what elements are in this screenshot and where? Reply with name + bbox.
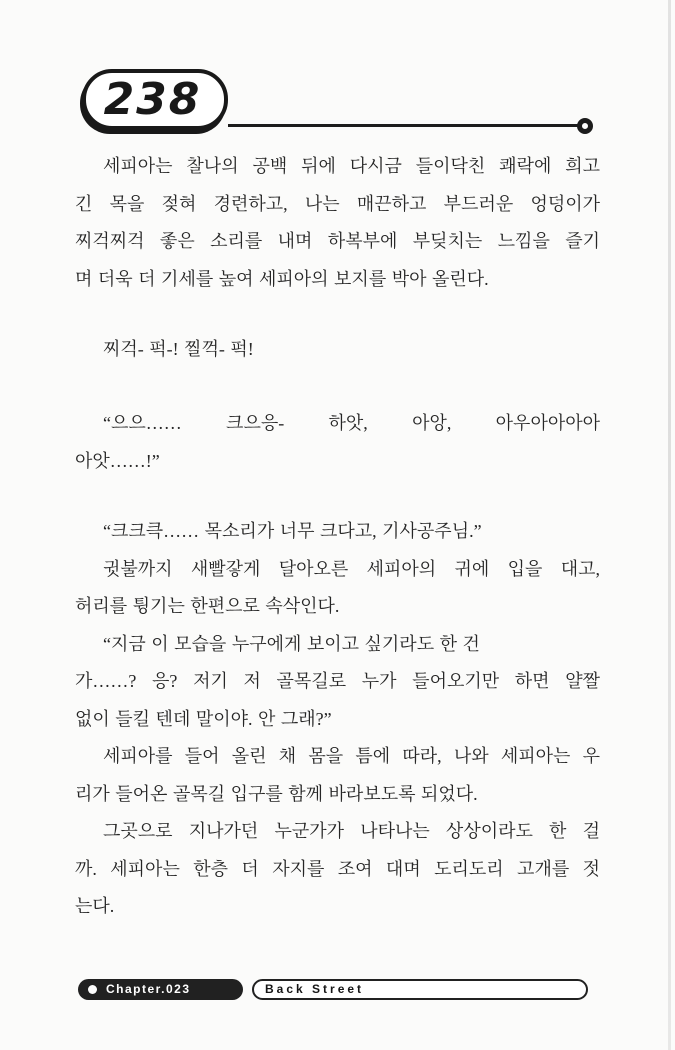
page-edge-shading <box>668 0 671 1050</box>
body-line: 없이 들킬 텐데 말이야. 안 그래?” <box>75 708 332 729</box>
page-number: 238 <box>103 73 202 125</box>
sound-effect-line <box>75 331 600 369</box>
chapter-label: Chapter.023 <box>106 982 191 996</box>
main-text-block <box>75 513 600 926</box>
body-line: 허리를 튕기는 한편으로 속삭인다. <box>75 596 340 616</box>
header-rule <box>228 124 579 127</box>
page-number-badge <box>82 69 228 130</box>
body-line: 가……? 응? 저기 저 골목길로 누가 들어오기만 하면 얄짤 <box>75 671 600 691</box>
paragraph-1 <box>75 148 600 298</box>
body-line: “크크큭…… 목소리가 너무 크다고, 기사공주님.” <box>103 521 482 541</box>
chapter-badge <box>78 979 243 1000</box>
section-label: Back Street <box>265 982 365 996</box>
body-line: 귓불까지 새빨갛게 달아오른 세피아의 귀에 입을 대고, <box>103 558 600 579</box>
body-line: “지금 이 모습을 누구에게 보이고 싶기라도 한 건 <box>103 633 480 654</box>
body-line: 리가 들어온 골목길 입구를 함께 바라보도록 되었다. <box>75 783 478 804</box>
rule-end-circle-icon <box>577 118 593 134</box>
section-badge <box>252 979 588 1000</box>
body-line: 아앗……!” <box>75 450 160 471</box>
body-line: 세피아는 찰나의 공백 뒤에 다시금 들이닥친 쾌락에 희고 <box>103 156 600 176</box>
body-line: 까. 세피아는 한층 더 자지를 조여 대며 도리도리 고개를 젓 <box>75 858 600 879</box>
body-line: 세피아를 들어 올린 채 몸을 틈에 따라, 나와 세피아는 우 <box>103 746 600 766</box>
body-line: 며 더욱 더 기세를 높여 세피아의 보지를 박아 올린다. <box>75 268 489 289</box>
body-line: 찌걱찌걱 좋은 소리를 내며 하복부에 부딪치는 느낌을 즐기 <box>75 231 600 251</box>
dialogue-paragraph <box>75 405 600 480</box>
body-line: 그곳으로 지나가던 누군가가 나타나는 상상이라도 한 걸 <box>103 821 600 841</box>
bullet-dot-icon <box>88 985 97 994</box>
body-line: 는다. <box>75 896 115 916</box>
body-line: 찌걱- 퍽-! 찔꺽- 퍽! <box>103 339 254 359</box>
body-line: 긴 목을 젖혀 경련하고, 나는 매끈하고 부드러운 엉덩이가 <box>75 193 600 214</box>
body-line: “으으…… 크으응- 하앗, 아앙, 아우아아아아 <box>103 413 600 433</box>
